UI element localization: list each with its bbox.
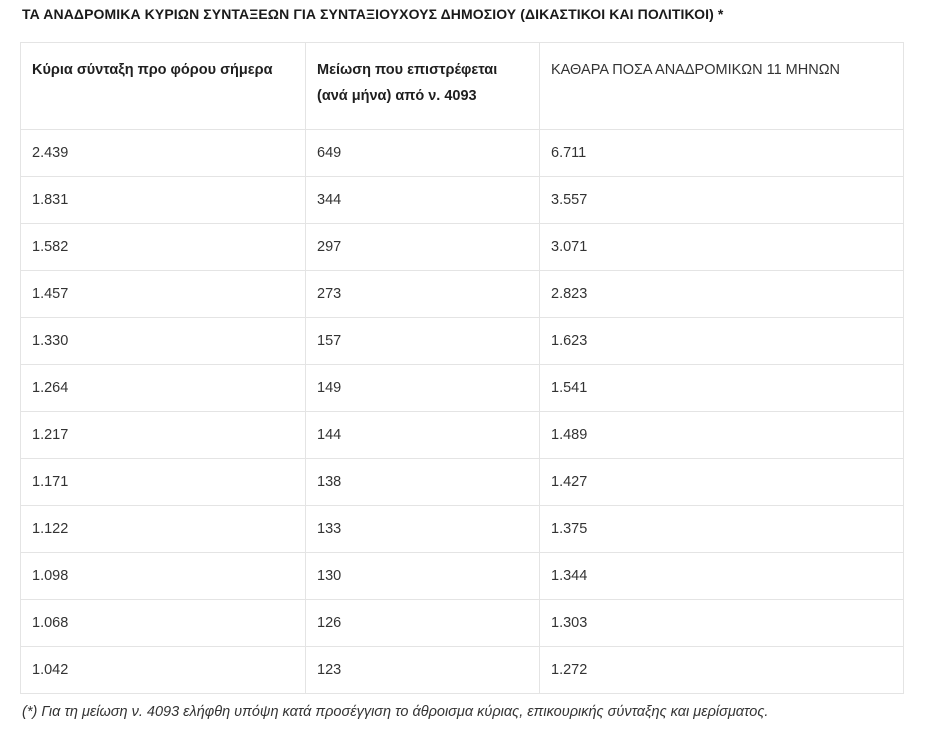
table-header-row [21, 43, 904, 130]
cell-monthly-reduction: 273 [306, 271, 540, 318]
cell-net-arrears: 1.489 [540, 412, 904, 459]
table-row [21, 506, 904, 553]
cell-monthly-reduction: 149 [306, 365, 540, 412]
cell-monthly-reduction: 130 [306, 553, 540, 600]
cell-main-pension: 1.122 [21, 506, 306, 553]
cell-monthly-reduction: 297 [306, 224, 540, 271]
cell-main-pension: 1.831 [21, 177, 306, 224]
cell-main-pension: 1.098 [21, 553, 306, 600]
cell-monthly-reduction: 157 [306, 318, 540, 365]
cell-net-arrears: 3.557 [540, 177, 904, 224]
cell-monthly-reduction: 123 [306, 647, 540, 694]
cell-main-pension: 1.042 [21, 647, 306, 694]
cell-net-arrears: 6.711 [540, 130, 904, 177]
page-title: ΤΑ ΑΝΑΔΡΟΜΙΚΑ ΚΥΡΙΩΝ ΣΥΝΤΑΞΕΩΝ ΓΙΑ ΣΥΝΤΑΞΙΟΥΧΟΥΣ ΔΗΜΟΣΙΟΥ (ΔΙΚΑΣΤΙΚΟΙ ΚΑΙ ΠΟΛΙΤΙΚΟΙ) * [22, 6, 724, 22]
table-row [21, 177, 904, 224]
table-row [21, 224, 904, 271]
cell-net-arrears: 3.071 [540, 224, 904, 271]
table-row [21, 459, 904, 506]
cell-monthly-reduction: 649 [306, 130, 540, 177]
cell-monthly-reduction: 138 [306, 459, 540, 506]
cell-net-arrears: 1.375 [540, 506, 904, 553]
header-main-pension: Κύρια σύνταξη προ φόρου σήμερα [21, 43, 306, 130]
cell-net-arrears: 1.623 [540, 318, 904, 365]
cell-main-pension: 1.582 [21, 224, 306, 271]
table-row [21, 318, 904, 365]
header-net-arrears: ΚΑΘΑΡΑ ΠΟΣΑ ΑΝΑΔΡΟΜΙΚΩΝ 11 ΜΗΝΩΝ [540, 43, 904, 130]
cell-monthly-reduction: 133 [306, 506, 540, 553]
cell-main-pension: 1.217 [21, 412, 306, 459]
pension-arrears-table [20, 42, 904, 694]
cell-net-arrears: 1.272 [540, 647, 904, 694]
cell-main-pension: 1.068 [21, 600, 306, 647]
table-row [21, 271, 904, 318]
cell-main-pension: 1.264 [21, 365, 306, 412]
cell-monthly-reduction: 344 [306, 177, 540, 224]
cell-main-pension: 1.457 [21, 271, 306, 318]
cell-main-pension: 2.439 [21, 130, 306, 177]
table-row [21, 647, 904, 694]
cell-monthly-reduction: 126 [306, 600, 540, 647]
table-row [21, 600, 904, 647]
cell-main-pension: 1.330 [21, 318, 306, 365]
cell-net-arrears: 2.823 [540, 271, 904, 318]
cell-net-arrears: 1.303 [540, 600, 904, 647]
cell-net-arrears: 1.344 [540, 553, 904, 600]
header-monthly-reduction: Μείωση που επιστρέφεται (ανά μήνα) από ν. 4093 [306, 43, 540, 130]
table-row [21, 553, 904, 600]
cell-monthly-reduction: 144 [306, 412, 540, 459]
footnote: (*) Για τη μείωση ν. 4093 ελήφθη υπόψη κατά προσέγγιση το άθροισμα κύριας, επικουρικής σύνταξης και μερίσματος. [22, 704, 769, 720]
cell-net-arrears: 1.427 [540, 459, 904, 506]
table-row [21, 412, 904, 459]
cell-main-pension: 1.171 [21, 459, 306, 506]
cell-net-arrears: 1.541 [540, 365, 904, 412]
table-row [21, 130, 904, 177]
table-row [21, 365, 904, 412]
